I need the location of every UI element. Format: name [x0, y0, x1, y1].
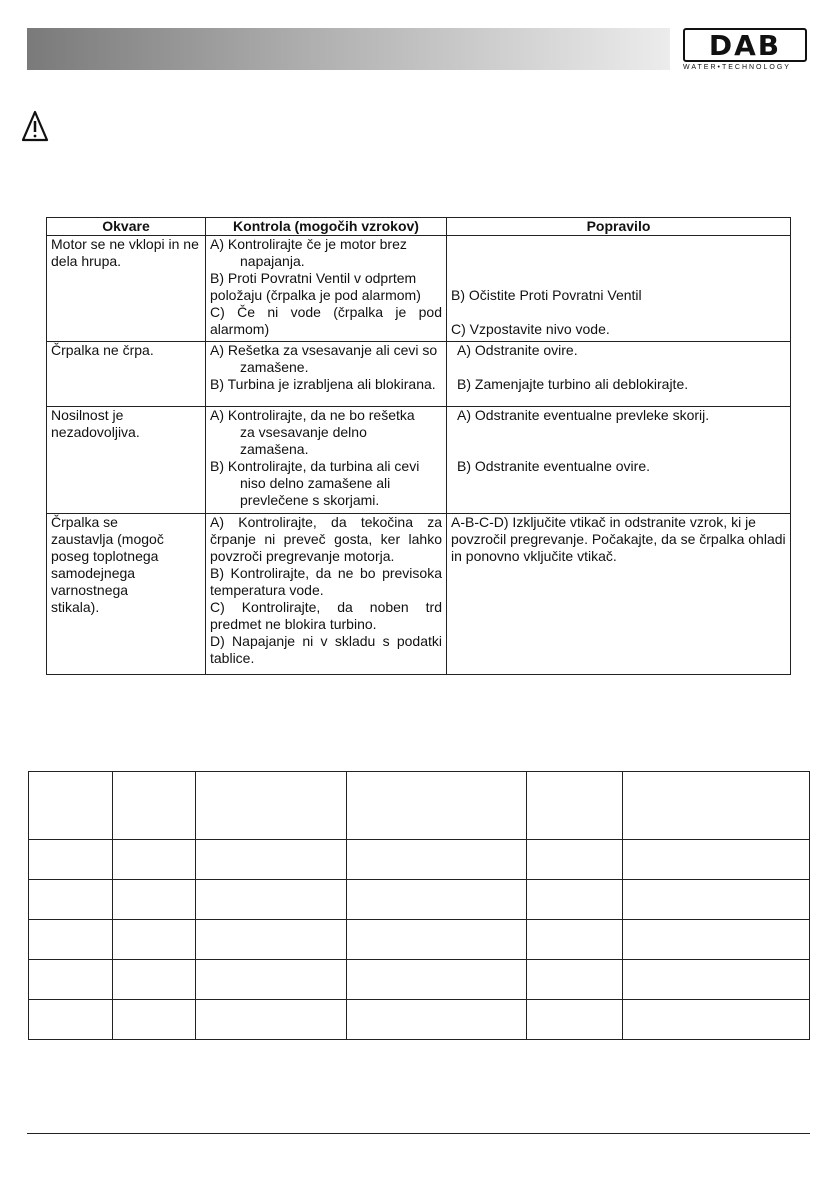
check-item: A) Kontrolirajte, da tekočina za črpanje ni preveč gosta, ker lahko povzroči pregrevanje motorja. [210, 514, 442, 564]
blank-table-row [29, 920, 810, 960]
fix-item: B) Zamenjajte turbino ali deblokirajte. [457, 376, 689, 392]
logo-tagline: WATER•TECHNOLOGY [683, 64, 791, 71]
blank-table-row [29, 960, 810, 1000]
check-cell [206, 514, 447, 675]
fault-cell: Motor se ne vklopi in ne dela hrupa. [47, 236, 206, 342]
blank-cell [347, 920, 527, 960]
table-header-row [47, 218, 791, 236]
blank-cell [347, 840, 527, 880]
blank-cell [527, 772, 623, 840]
fix-item: A) Odstranite ovire. [457, 342, 578, 358]
blank-cell [29, 772, 113, 840]
blank-cell [347, 880, 527, 920]
table-row [47, 514, 791, 675]
check-item: A) Kontrolirajte, da ne bo rešetka za vsesavanje delno zamašena. [210, 407, 415, 457]
check-item: A) Rešetka za vsesavanje ali cevi so zamašene. [210, 342, 438, 375]
fix-item: A-B-C-D) Izključite vtikač in odstranite vzrok, ki je povzročil pregrevanje. Počakajte, da se črpalka ohladi in ponovno vključite vtikač. [451, 514, 786, 564]
blank-cell [527, 920, 623, 960]
check-item: C) Če ni vode (črpalka je pod alarmom) [210, 304, 442, 337]
check-cell [206, 342, 447, 407]
fix-item: C) Vzpostavite nivo vode. [451, 321, 610, 337]
blank-table-row [29, 772, 810, 840]
blank-cell [196, 920, 347, 960]
warning-icon [22, 110, 62, 142]
table-row [47, 236, 791, 342]
blank-cell [527, 1000, 623, 1040]
logo-mark: DAB [683, 28, 807, 62]
fix-cell [447, 236, 791, 342]
check-item: B) Proti Povratni Ventil v odprtem položaju (črpalka je pod alarmom) [210, 270, 421, 303]
check-item: A) Kontrolirajte če je motor brez napajanja. [210, 236, 407, 269]
blank-cell [196, 1000, 347, 1040]
check-item: C) Kontrolirajte, da noben trd predmet ne blokira turbino. [210, 599, 442, 632]
blank-cell [29, 1000, 113, 1040]
fix-item: B) Očistite Proti Povratni Ventil [451, 287, 642, 303]
blank-cell [29, 960, 113, 1000]
blank-cell [196, 772, 347, 840]
check-cell [206, 407, 447, 514]
blank-cell [527, 840, 623, 880]
blank-cell [196, 960, 347, 1000]
blank-cell [196, 840, 347, 880]
fault-cell: Črpalka se zaustavlja (mogoč poseg toplotnega samodejnega varnostnega stikala). [47, 514, 206, 675]
blank-cell [527, 960, 623, 1000]
fault-cell: Nosilnost je nezadovoljiva. [47, 407, 206, 514]
blank-cell [347, 1000, 527, 1040]
fix-item: B) Odstranite eventualne ovire. [457, 458, 650, 474]
blank-cell [29, 880, 113, 920]
blank-cell [347, 960, 527, 1000]
blank-cell [113, 1000, 196, 1040]
check-item: B) Kontrolirajte, da turbina ali cevi niso delno zamašene ali prevlečene s skorjami. [210, 458, 420, 508]
blank-cell [29, 920, 113, 960]
blank-cell [623, 772, 810, 840]
check-item: B) Turbina je izrabljena ali blokirana. [210, 376, 436, 392]
check-item: B) Kontrolirajte, da ne bo previsoka temperatura vode. [210, 565, 442, 598]
blank-cell [29, 840, 113, 880]
blank-cell [347, 772, 527, 840]
blank-cell [623, 1000, 810, 1040]
header-fault: Okvare [47, 218, 206, 236]
header-check: Kontrola (mogočih vzrokov) [206, 218, 447, 236]
blank-table-row [29, 840, 810, 880]
fault-cell: Črpalka ne črpa. [47, 342, 206, 407]
blank-cell [527, 880, 623, 920]
troubleshooting-table [46, 217, 791, 675]
header-fix: Popravilo [447, 218, 791, 236]
check-item: D) Napajanje ni v skladu s podatki tablice. [210, 633, 442, 666]
blank-cell [113, 920, 196, 960]
table-row [47, 342, 791, 407]
footer-divider [27, 1133, 810, 1134]
fix-cell [447, 407, 791, 514]
blank-record-table [28, 771, 810, 1040]
blank-table-row [29, 1000, 810, 1040]
fix-item: A) Odstranite eventualne prevleke skorij. [457, 407, 710, 423]
dab-logo [683, 28, 807, 72]
blank-cell [623, 920, 810, 960]
check-cell [206, 236, 447, 342]
blank-cell [113, 840, 196, 880]
blank-cell [113, 880, 196, 920]
fix-cell [447, 342, 791, 407]
table-row [47, 407, 791, 514]
blank-cell [113, 772, 196, 840]
blank-cell [623, 880, 810, 920]
blank-cell [623, 840, 810, 880]
blank-cell [113, 960, 196, 1000]
blank-table-row [29, 880, 810, 920]
fix-cell [447, 514, 791, 675]
header-banner [27, 28, 670, 70]
blank-cell [623, 960, 810, 1000]
blank-cell [196, 880, 347, 920]
